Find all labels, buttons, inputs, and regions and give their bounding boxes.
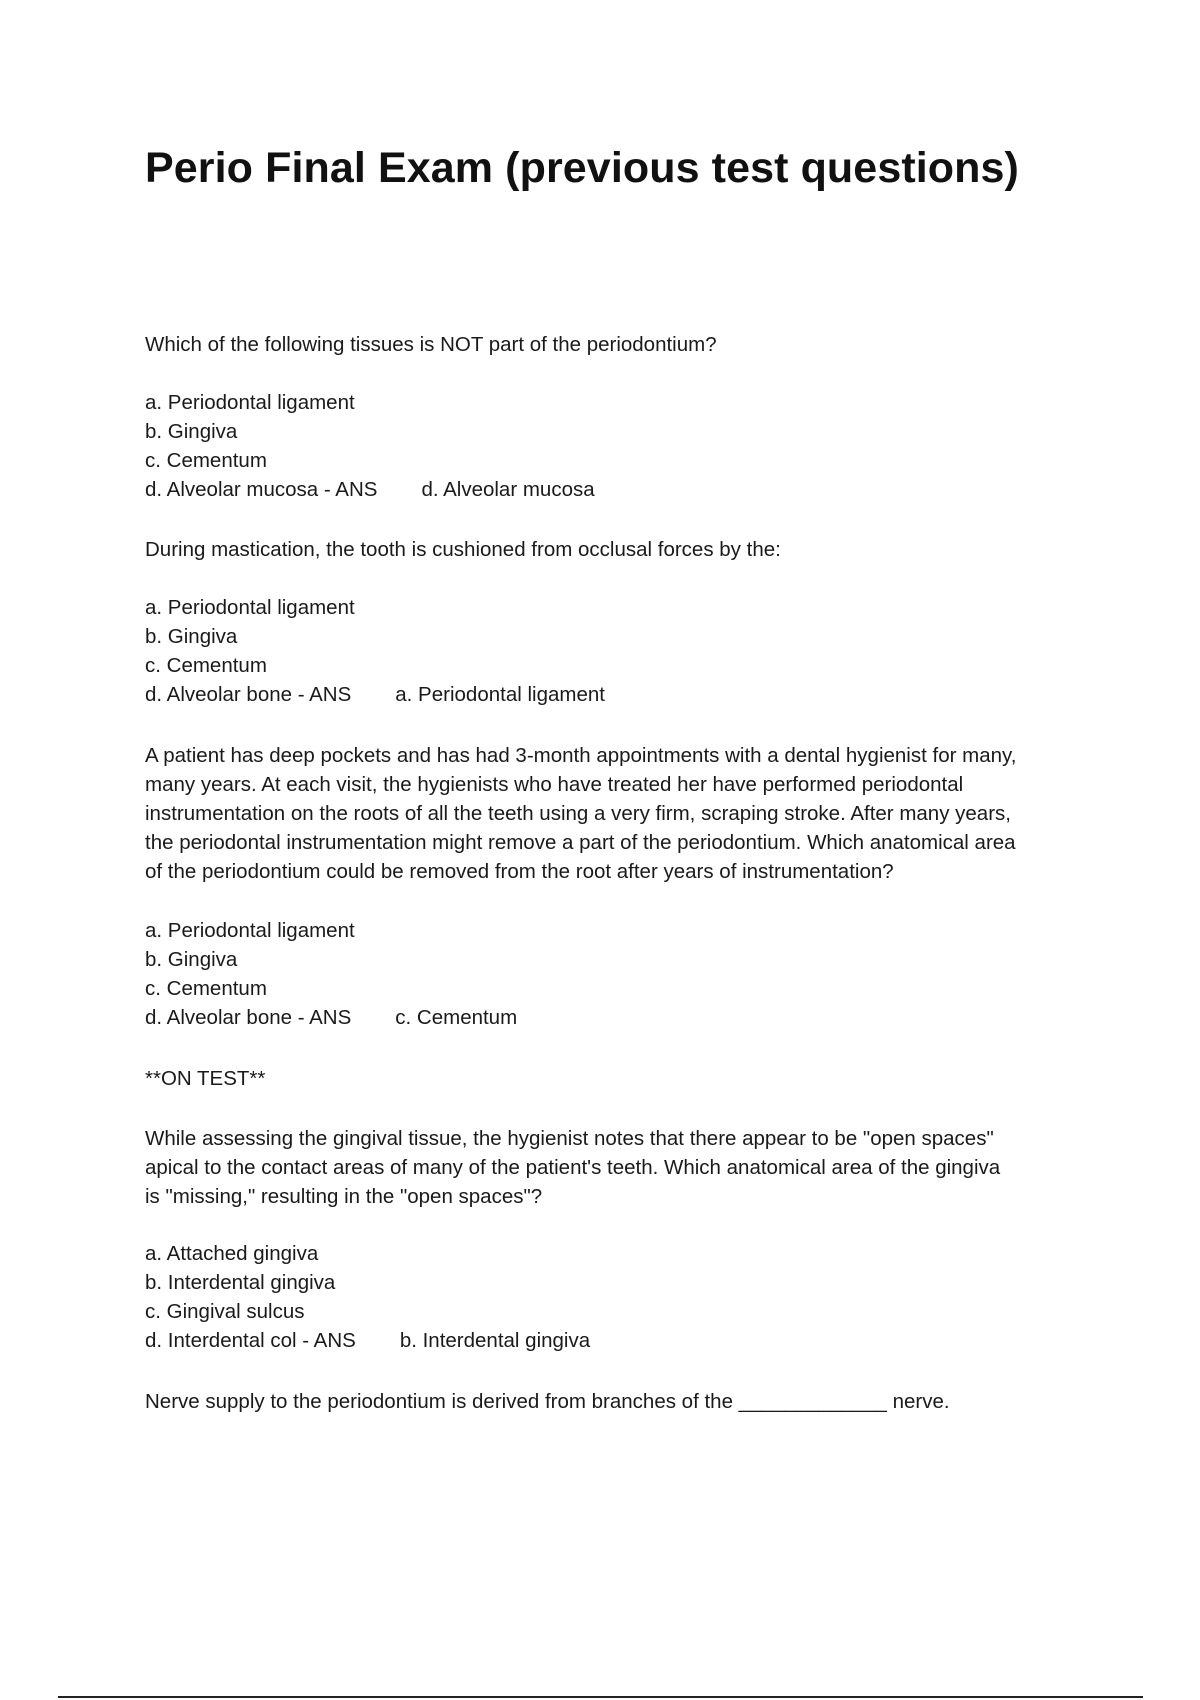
question-1-option-d: d. Alveolar mucosa - ANS — [145, 478, 378, 501]
question-4-stem-line: While assessing the gingival tissue, the hygienist notes that there appear to be "open spaces" — [145, 1127, 994, 1150]
question-2-option-d: d. Alveolar bone - ANS — [145, 683, 352, 706]
question-2-option-c: c. Cementum — [145, 654, 267, 677]
question-4-option-d: d. Interdental col - ANS — [145, 1329, 356, 1352]
question-2-option-a: a. Periodontal ligament — [145, 596, 355, 619]
page-title: Perio Final Exam (previous test questions) — [145, 144, 1019, 192]
question-2-answer: a. Periodontal ligament — [395, 683, 605, 706]
question-1-answer: d. Alveolar mucosa — [421, 478, 595, 501]
question-3-stem — [145, 741, 1095, 886]
question-4-option-c: c. Gingival sulcus — [145, 1300, 305, 1323]
question-3-option-d-row — [145, 1003, 517, 1032]
question-1-option-d-row — [145, 475, 595, 504]
question-1-option-c: c. Cementum — [145, 449, 267, 472]
on-test-note: **ON TEST** — [145, 1067, 266, 1090]
question-4-answer: b. Interdental gingiva — [399, 1329, 591, 1352]
question-4-option-d-row — [145, 1326, 590, 1355]
question-3-option-c: c. Cementum — [145, 977, 267, 1000]
question-1-stem: Which of the following tissues is NOT part of the periodontium? — [145, 333, 717, 356]
question-4-option-a: a. Attached gingiva — [145, 1242, 319, 1265]
footer-divider — [58, 1696, 1143, 1698]
question-3-stem-line: many years. At each visit, the hygienists who have treated her have performed periodontal — [145, 773, 964, 796]
question-1-option-a: a. Periodontal ligament — [145, 391, 355, 414]
question-2-option-b: b. Gingiva — [145, 625, 238, 648]
question-1-option-b: b. Gingiva — [145, 420, 238, 443]
question-4-stem-line: apical to the contact areas of many of the patient's teeth. Which anatomical area of the gingiva — [145, 1156, 1001, 1179]
question-3-stem-line: A patient has deep pockets and has had 3-month appointments with a dental hygienist for many, — [145, 744, 1017, 767]
question-3-answer: c. Cementum — [395, 1006, 518, 1029]
question-2-option-d-row — [145, 680, 605, 709]
question-3-option-a: a. Periodontal ligament — [145, 919, 355, 942]
question-4-option-b: b. Interdental gingiva — [145, 1271, 336, 1294]
question-2-stem: During mastication, the tooth is cushioned from occlusal forces by the: — [145, 538, 781, 561]
question-3-stem-line: the periodontal instrumentation might remove a part of the periodontium. Which anatomical area — [145, 831, 1016, 854]
question-5-stem: Nerve supply to the periodontium is derived from branches of the _____________ nerve. — [145, 1390, 950, 1413]
question-3-stem-line: instrumentation on the roots of all the teeth using a very firm, scraping stroke. After many years, — [145, 802, 1011, 825]
question-4-stem — [145, 1124, 1095, 1211]
question-3-option-d: d. Alveolar bone - ANS — [145, 1006, 352, 1029]
question-3-stem-line: of the periodontium could be removed from the root after years of instrumentation? — [145, 860, 894, 883]
question-3-option-b: b. Gingiva — [145, 948, 238, 971]
question-4-stem-line: is "missing," resulting in the "open spaces"? — [145, 1185, 543, 1208]
